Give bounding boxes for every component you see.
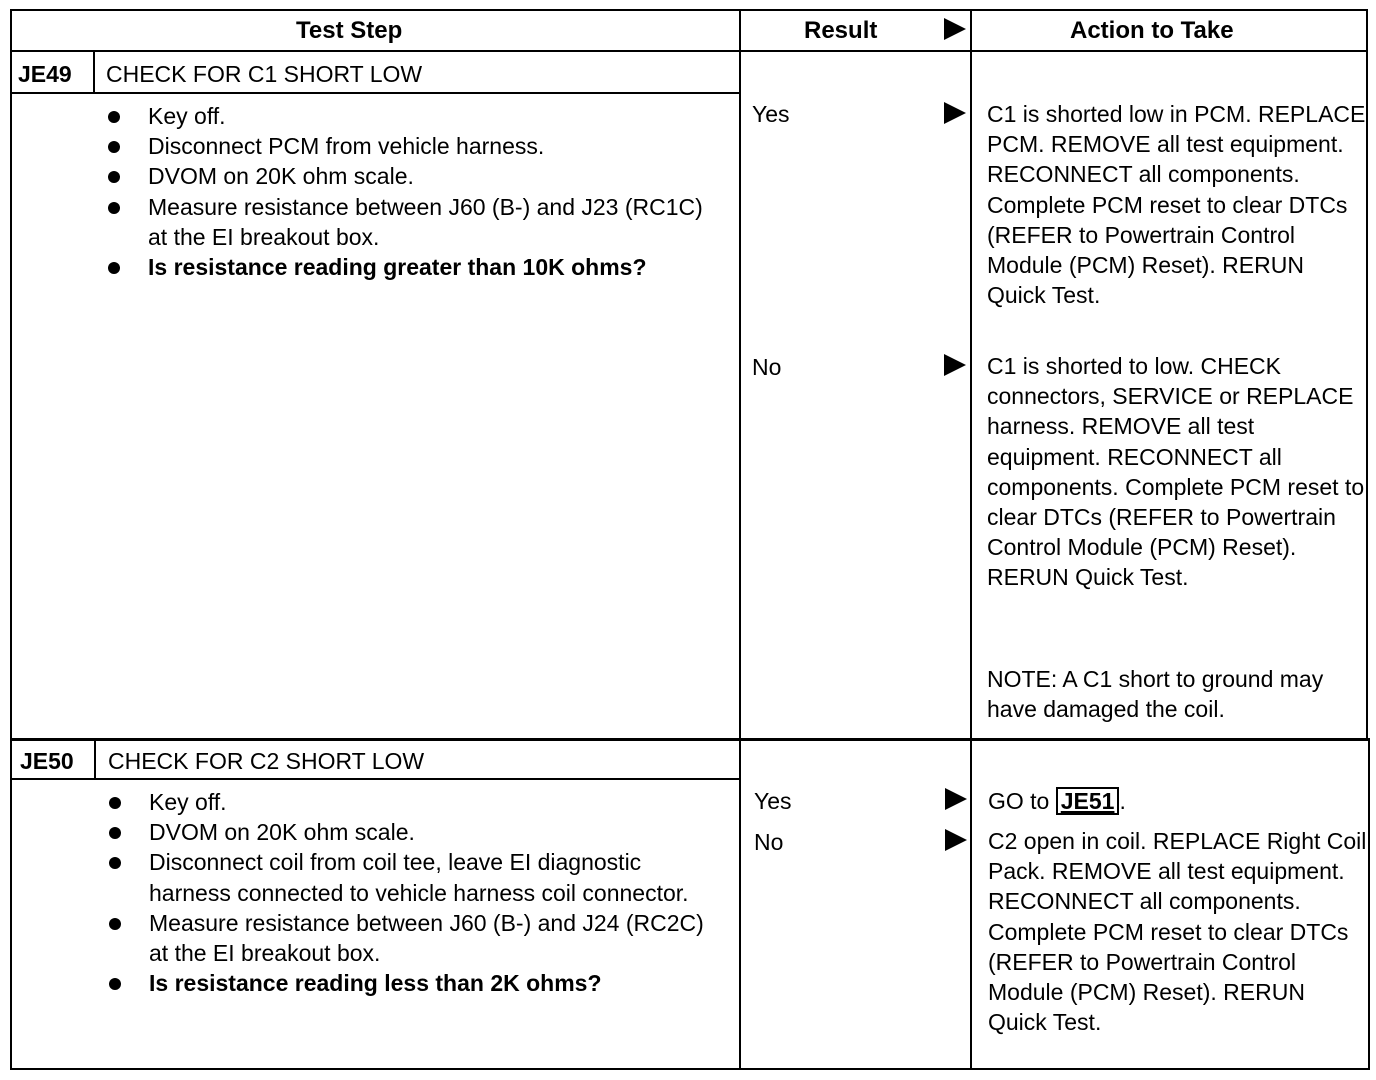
header-action: Action to Take [1070,17,1234,44]
bullet-icon [109,827,121,839]
instruction-item: DVOM on 20K ohm scale. [109,817,709,847]
table-bottom-border [10,1068,1370,1070]
arrow-icon [944,102,966,124]
bullet-icon [109,918,121,930]
instruction-item: Key off. [109,787,709,817]
note-text: NOTE: A C1 short to ground may have damaged the coil. [987,666,1324,723]
bullet-icon [108,111,120,123]
instruction-item: Measure resistance between J60 (B-) and J23 (RC1C) at the EI breakout box. [108,192,708,252]
arrow-icon [944,354,966,376]
step-id: JE50 [20,748,74,774]
bullet-icon [108,141,120,153]
action-text: C1 is shorted low in PCM. REPLACE PCM. REMOVE all test equipment. RECONNECT all components. Complete PCM reset to clear DTCs (REFER to Powertrain Control Module (PCM) Reset). RERUN Quick Test. [987,101,1366,309]
goto-label: GO to [988,788,1050,814]
result-no: No [754,829,784,855]
step-title-underline [10,778,740,780]
instruction-item: DVOM on 20K ohm scale. [108,161,708,191]
instruction-item: Disconnect PCM from vehicle harness. [108,131,708,161]
bullet-icon [108,262,120,274]
bullet-icon [109,978,121,990]
instruction-question: Is resistance reading greater than 10K ohms? [108,252,708,282]
bullet-icon [108,202,120,214]
action-goto [988,786,1368,816]
step-reference-link[interactable]: JE51 [1056,787,1120,815]
col-divider-result-action [970,9,972,1070]
row-divider [10,738,1370,741]
action-text: C2 open in coil. REPLACE Right Coil Pack. REMOVE all test equipment. RECONNECT all components. Complete PCM reset to clear DTCs (REFER to Powertrain Control Module (PCM) Reset). RERUN Quick Test. [988,828,1367,1036]
arrow-icon [945,829,967,851]
arrow-icon [945,788,967,810]
instruction-question: Is resistance reading less than 2K ohms? [109,968,709,998]
bullet-icon [108,171,120,183]
action-text: C1 is shorted to low. CHECK connectors, SERVICE or REPLACE harness. REMOVE all test equipment. RECONNECT all components. Complete PCM reset to clear DTCs (REFER to Powertrain Control Module (PCM) Reset). RERUN Quick Test. [987,353,1365,591]
instruction-item: Key off. [108,101,708,131]
result-yes: Yes [752,101,790,127]
instruction-list [109,787,709,998]
step-id-divider [93,51,95,93]
col-divider-step-result [739,9,741,1070]
table-left-border [10,9,12,1070]
instruction-item: Measure resistance between J60 (B-) and J24 (RC2C) at the EI breakout box. [109,908,709,968]
step-title: CHECK FOR C2 SHORT LOW [108,748,425,774]
result-no: No [752,354,782,380]
table-top-border [10,9,1368,11]
goto-suffix: . [1119,788,1126,814]
table-right-border-lower [1368,739,1370,1070]
header-result: Result [804,17,878,44]
step-title: CHECK FOR C1 SHORT LOW [106,61,423,87]
bullet-icon [109,797,121,809]
header-test-step: Test Step [296,17,403,44]
step-title-underline [10,92,740,94]
step-id-divider [94,740,96,779]
bullet-icon [109,857,121,869]
step-id: JE49 [18,61,72,87]
header-bottom-border [10,50,1368,52]
arrow-icon [944,18,966,40]
result-yes: Yes [754,788,792,814]
instruction-item: Disconnect coil from coil tee, leave EI diagnostic harness connected to vehicle harness coil connector. [109,847,709,907]
instruction-list [108,101,708,282]
